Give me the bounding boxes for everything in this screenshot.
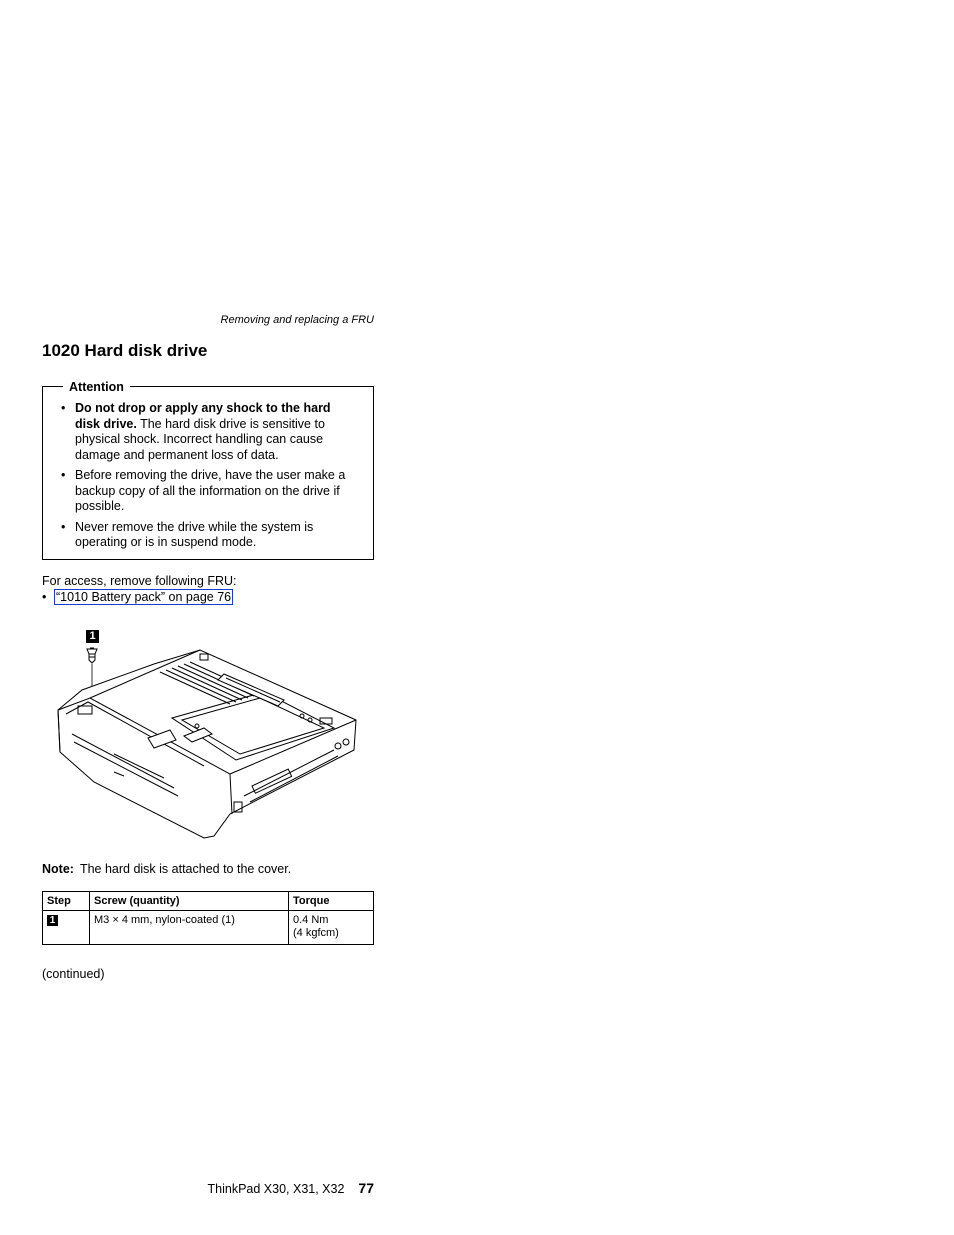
cell-torque (289, 911, 374, 945)
attention-item (59, 401, 359, 463)
note-label: Note: (42, 862, 74, 876)
attention-item-text: Never remove the drive while the system is operating or is in suspend mode. (75, 519, 314, 549)
access-list-item (42, 590, 233, 604)
callout-label: 1 (86, 630, 99, 643)
screw-table (42, 891, 374, 945)
attention-item-bold: Do not drop or apply any shock to the hard disk drive. (75, 401, 331, 431)
note-text: The hard disk is attached to the cover. (79, 862, 292, 876)
page-footer (200, 1180, 374, 1196)
access-bullet: • (42, 590, 47, 604)
header-screw: Screw (quantity) (90, 892, 289, 911)
attention-label: Attention (63, 379, 130, 395)
attention-item-text: Before removing the drive, have the user make a backup copy of all the information on the drive if possible. (75, 468, 346, 513)
running-head: Removing and replacing a FRU (220, 314, 374, 326)
header-torque: Torque (289, 892, 374, 911)
torque-kgfcm: (4 kgfcm) (293, 927, 339, 939)
attention-item (59, 520, 359, 551)
cell-step (43, 911, 90, 945)
header-step: Step (43, 892, 90, 911)
step-callout: 1 (47, 915, 58, 926)
laptop-bottom-illustration (54, 624, 364, 844)
attention-box (42, 380, 374, 560)
access-intro: For access, remove following FRU: (42, 574, 237, 588)
page-number: 77 (358, 1180, 374, 1196)
continued-label: (continued) (42, 967, 105, 981)
footer-product: ThinkPad X30, X31, X32 (207, 1182, 345, 1196)
torque-nm: 0.4 Nm (293, 914, 329, 926)
laptop-outline (58, 650, 356, 838)
attention-item (59, 468, 359, 515)
section-title: 1020 Hard disk drive (42, 341, 208, 360)
note (42, 862, 291, 876)
table-row (43, 911, 374, 945)
attention-item-text: The hard disk drive is sensitive to physical shock. Incorrect handling can cause damage and permanent loss of data. (75, 416, 325, 462)
battery-pack-link[interactable]: “1010 Battery pack” on page 76 (56, 590, 232, 604)
cell-screw: M3 × 4 mm, nylon-coated (1) (90, 911, 289, 945)
attention-list (59, 401, 359, 556)
table-header-row (43, 892, 374, 911)
